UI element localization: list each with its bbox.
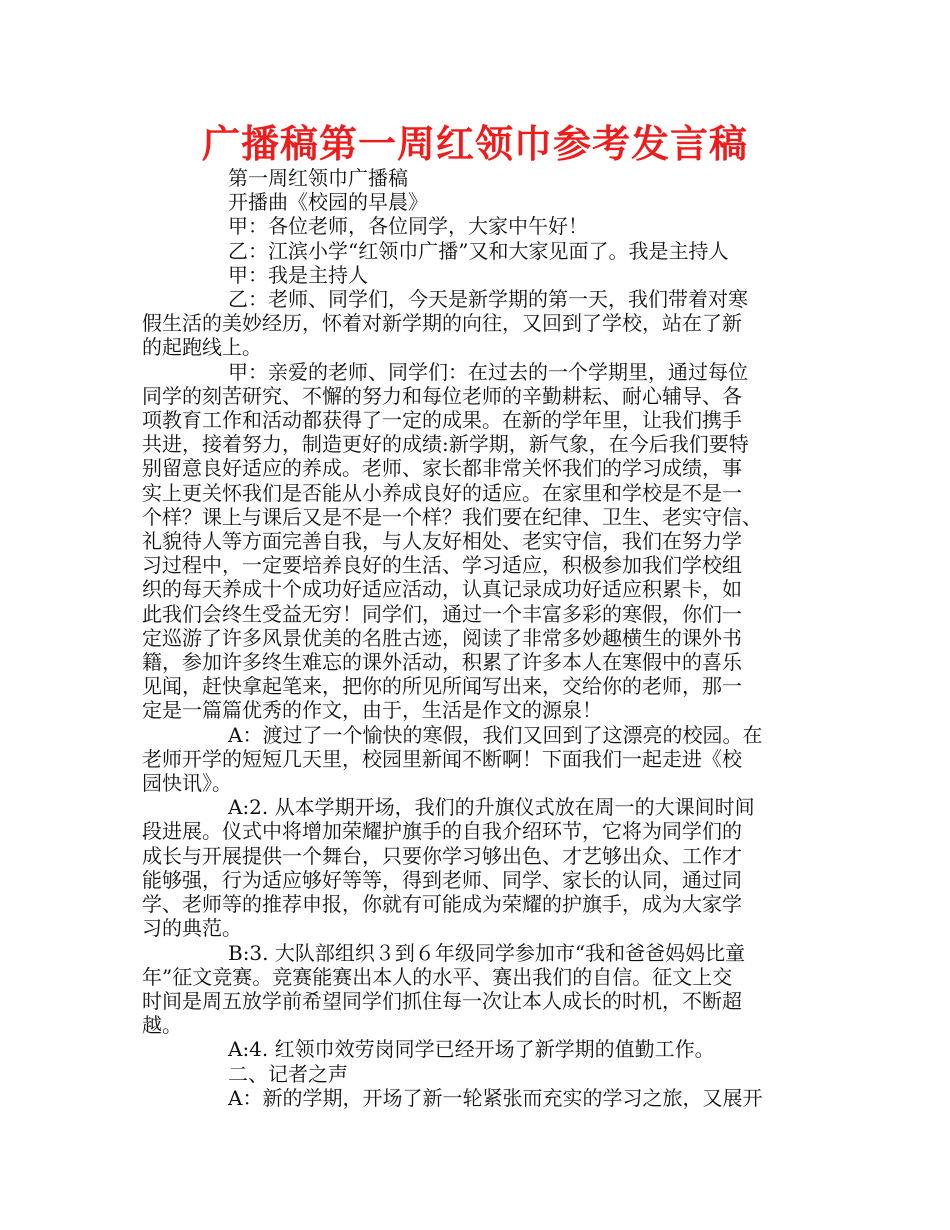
text-line: 年”征文竞赛。竞赛能赛出本人的水平、赛出我们的自信。征文上交 — [142, 964, 733, 989]
text-line: 实上更关怀我们是否能从小养成良好的适应。在家里和学校是不是一 — [142, 480, 742, 505]
text-line: 开播曲《校园的早晨》 — [228, 190, 428, 215]
text-line: 乙：江滨小学“红领巾广播”又和大家见面了。我是主持人 — [228, 238, 729, 263]
text-line: 园快讯》。 — [142, 771, 232, 796]
text-line: A:4. 红领巾效劳岗同学已经开场了新学期的值勤工作。 — [228, 1037, 715, 1062]
text-line: 礼貌待人等方面完善自我，与人友好相处、老实守信，我们在努力学 — [142, 529, 742, 554]
text-line: 习过程中，一定要培养良好的生活、学习适应，积极参加我们学校组 — [142, 553, 742, 578]
text-line: 定是一篇篇优秀的作文，由于，生活是作文的源泉！ — [142, 698, 602, 723]
text-line: 定巡游了许多风景优美的名胜古迹，阅读了非常多妙趣横生的课外书 — [142, 625, 742, 650]
text-line: 时间是周五放学前希望同学们抓住每一次让本人成长的时机，不断超 — [142, 988, 742, 1013]
text-line: 乙：老师、同学们，今天是新学期的第一天，我们带着对寒 — [228, 287, 748, 312]
text-line: A：渡过了一个愉快的寒假，我们又回到了这漂亮的校园。在 — [228, 722, 763, 747]
text-line: 甲：各位老师，各位同学，大家中午好！ — [228, 214, 588, 239]
text-line: 同学的刻苦研究、不懈的努力和每位老师的辛勤耕耘、耐心辅导、各 — [142, 383, 742, 408]
document-body — [142, 166, 818, 1110]
text-line: 甲：我是主持人 — [228, 262, 368, 287]
text-line: 二、记者之声 — [228, 1061, 348, 1086]
text-line: 越。 — [142, 1013, 182, 1038]
text-line: 的起跑线上。 — [142, 335, 262, 360]
text-line: 甲：亲爱的老师、同学们：在过去的一个学期里，通过每位 — [228, 359, 748, 384]
text-line: 老师开学的短短几天里，校园里新闻不断啊！下面我们一起走进《校 — [142, 746, 742, 771]
text-line: 织的每天养成十个成功好适应活动，认真记录成功好适应积累卡，如 — [142, 577, 742, 602]
text-line: 个样？课上与课后又是不是一个样？我们要在纪律、卫生、老实守信、 — [142, 504, 762, 529]
text-line: 学、老师等的推荐申报，你就有可能成为荣耀的护旗手，成为大家学 — [142, 892, 742, 917]
text-line: 共进，接着努力，制造更好的成绩:新学期，新气象，在今后我们要特 — [142, 432, 749, 457]
text-line: 成长与开展提供一个舞台，只要你学习够出色、才艺够出众、工作才 — [142, 843, 742, 868]
text-line: 项教育工作和活动都获得了一定的成果。在新的学年里，让我们携手 — [142, 408, 742, 433]
document-title: 广播稿第一周红领巾参考发言稿 — [201, 122, 748, 166]
text-line: 习的典范。 — [142, 916, 242, 941]
text-line: B:3. 大队部组织３到６年级同学参加市“我和爸爸妈妈比童 — [228, 940, 746, 965]
text-line: 见闻，赶快拿起笔来，把你的所见所闻写出来，交给你的老师，那一 — [142, 674, 742, 699]
text-line: A：新的学期，开场了新一轮紧张而充实的学习之旅，又展开 — [228, 1085, 763, 1110]
text-line: 段进展。仪式中将增加荣耀护旗手的自我介绍环节，它将为同学们的 — [142, 819, 742, 844]
text-line: A:2. 从本学期开场，我们的升旗仪式放在周一的大课间时间 — [228, 795, 755, 820]
text-line: 第一周红领巾广播稿 — [228, 166, 408, 190]
text-line: 假生活的美妙经历，怀着对新学期的向往，又回到了学校，站在了新 — [142, 311, 742, 336]
text-line: 籍，参加许多终生难忘的课外活动，积累了许多本人在寒假中的喜乐 — [142, 650, 742, 675]
text-line: 此我们会终生受益无穷！同学们，通过一个丰富多彩的寒假，你们一 — [142, 601, 742, 626]
text-line: 别留意良好适应的养成。老师、家长都非常关怀我们的学习成绩，事 — [142, 456, 742, 481]
text-line: 能够强，行为适应够好等等，得到老师、同学、家长的认同，通过同 — [142, 867, 742, 892]
